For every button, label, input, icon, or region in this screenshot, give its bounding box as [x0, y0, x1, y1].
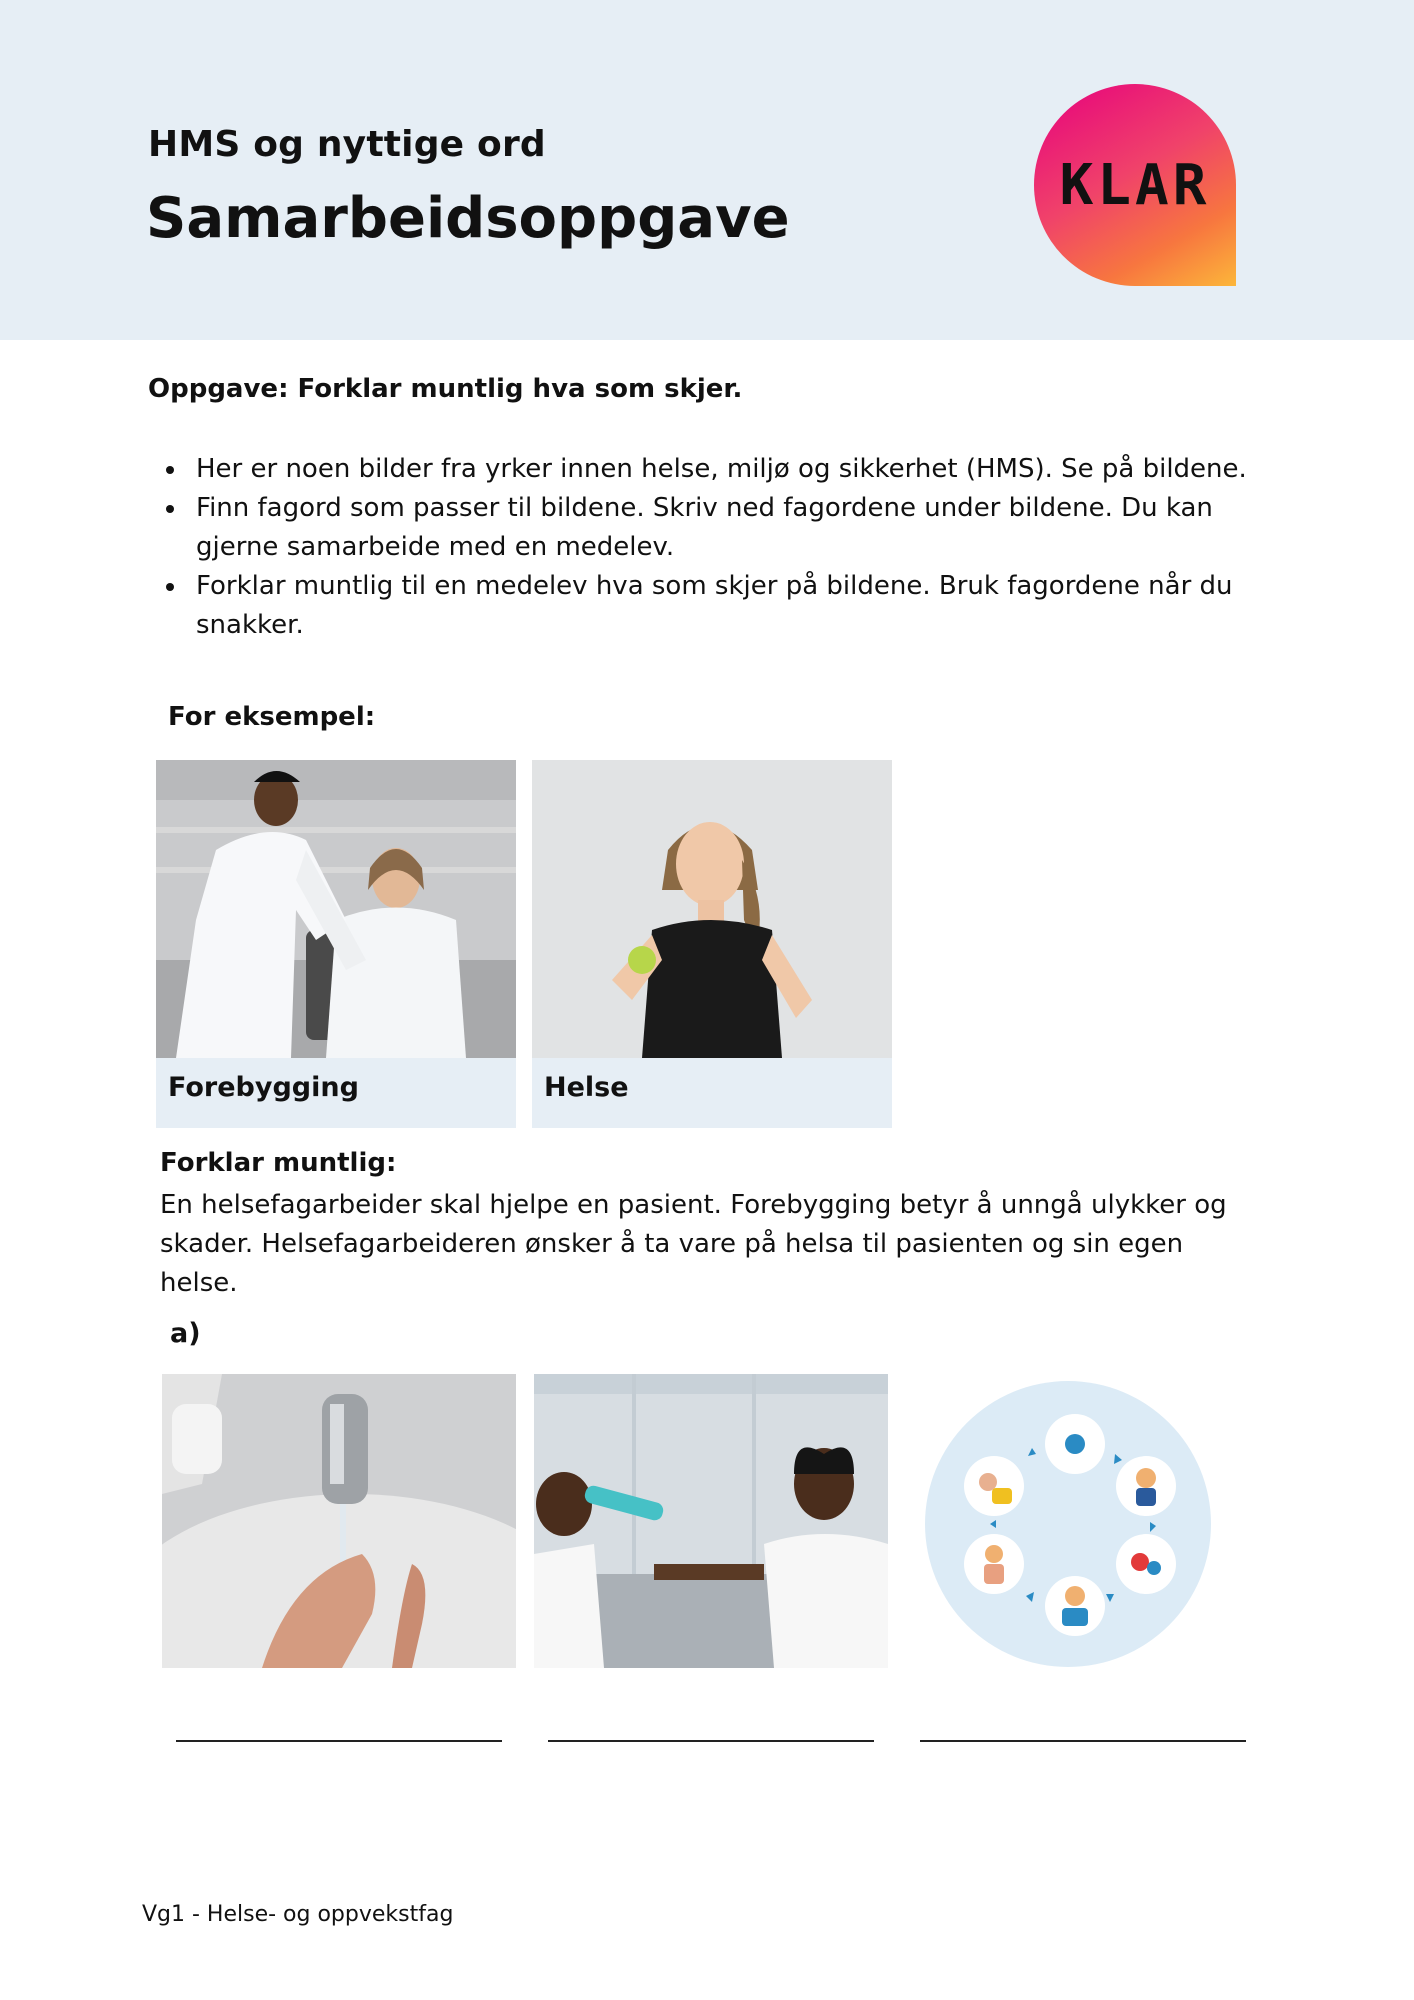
photo-men-drinking-water	[534, 1374, 888, 1668]
instruction-list	[148, 450, 1276, 645]
page-title: Samarbeidsoppgave	[146, 186, 790, 251]
example-label: For eksempel:	[168, 702, 376, 732]
page-subtitle: HMS og nyttige ord	[148, 124, 546, 165]
answer-line-1[interactable]	[176, 1740, 502, 1742]
footer-text: Vg1 - Helse- og oppvekstfag	[142, 1902, 454, 1927]
answer-line-2[interactable]	[548, 1740, 874, 1742]
explain-text: En helsefagarbeider skal hjelpe en pasient. Forebygging betyr å unngå ulykker og skader. Helsefagarbeideren ønsker å ta vare på helsa til pasienten og sin egen helse.	[160, 1190, 1227, 1298]
example-card-helse	[532, 760, 892, 1128]
logo-text: KLAR	[1059, 152, 1211, 218]
photo-nurse-wheelchair	[156, 760, 516, 1058]
card-caption: Helse	[544, 1072, 629, 1103]
exercise-a-label: a)	[170, 1318, 201, 1349]
klar-logo	[1034, 84, 1236, 286]
example-card-forebygging	[156, 760, 516, 1128]
card-caption: Forebygging	[168, 1072, 359, 1103]
instruction-item: Forklar muntlig til en medelev hva som skjer på bildene. Bruk fagordene når du snakker.	[196, 567, 1276, 645]
task-heading: Oppgave: Forklar muntlig hva som skjer.	[148, 374, 743, 404]
instruction-item: Her er noen bilder fra yrker innen helse, miljø og sikkerhet (HMS). Se på bildene.	[196, 450, 1276, 489]
photo-woman-apple	[532, 760, 892, 1058]
instruction-item: Finn fagord som passer til bildene. Skriv ned fagordene under bildene. Du kan gjerne samarbeide med en medelev.	[196, 489, 1276, 567]
answer-line-3[interactable]	[920, 1740, 1246, 1742]
explain-heading: Forklar muntlig:	[160, 1148, 397, 1178]
infection-cycle-illustration	[910, 1374, 1226, 1668]
photo-hand-washing	[162, 1374, 516, 1668]
